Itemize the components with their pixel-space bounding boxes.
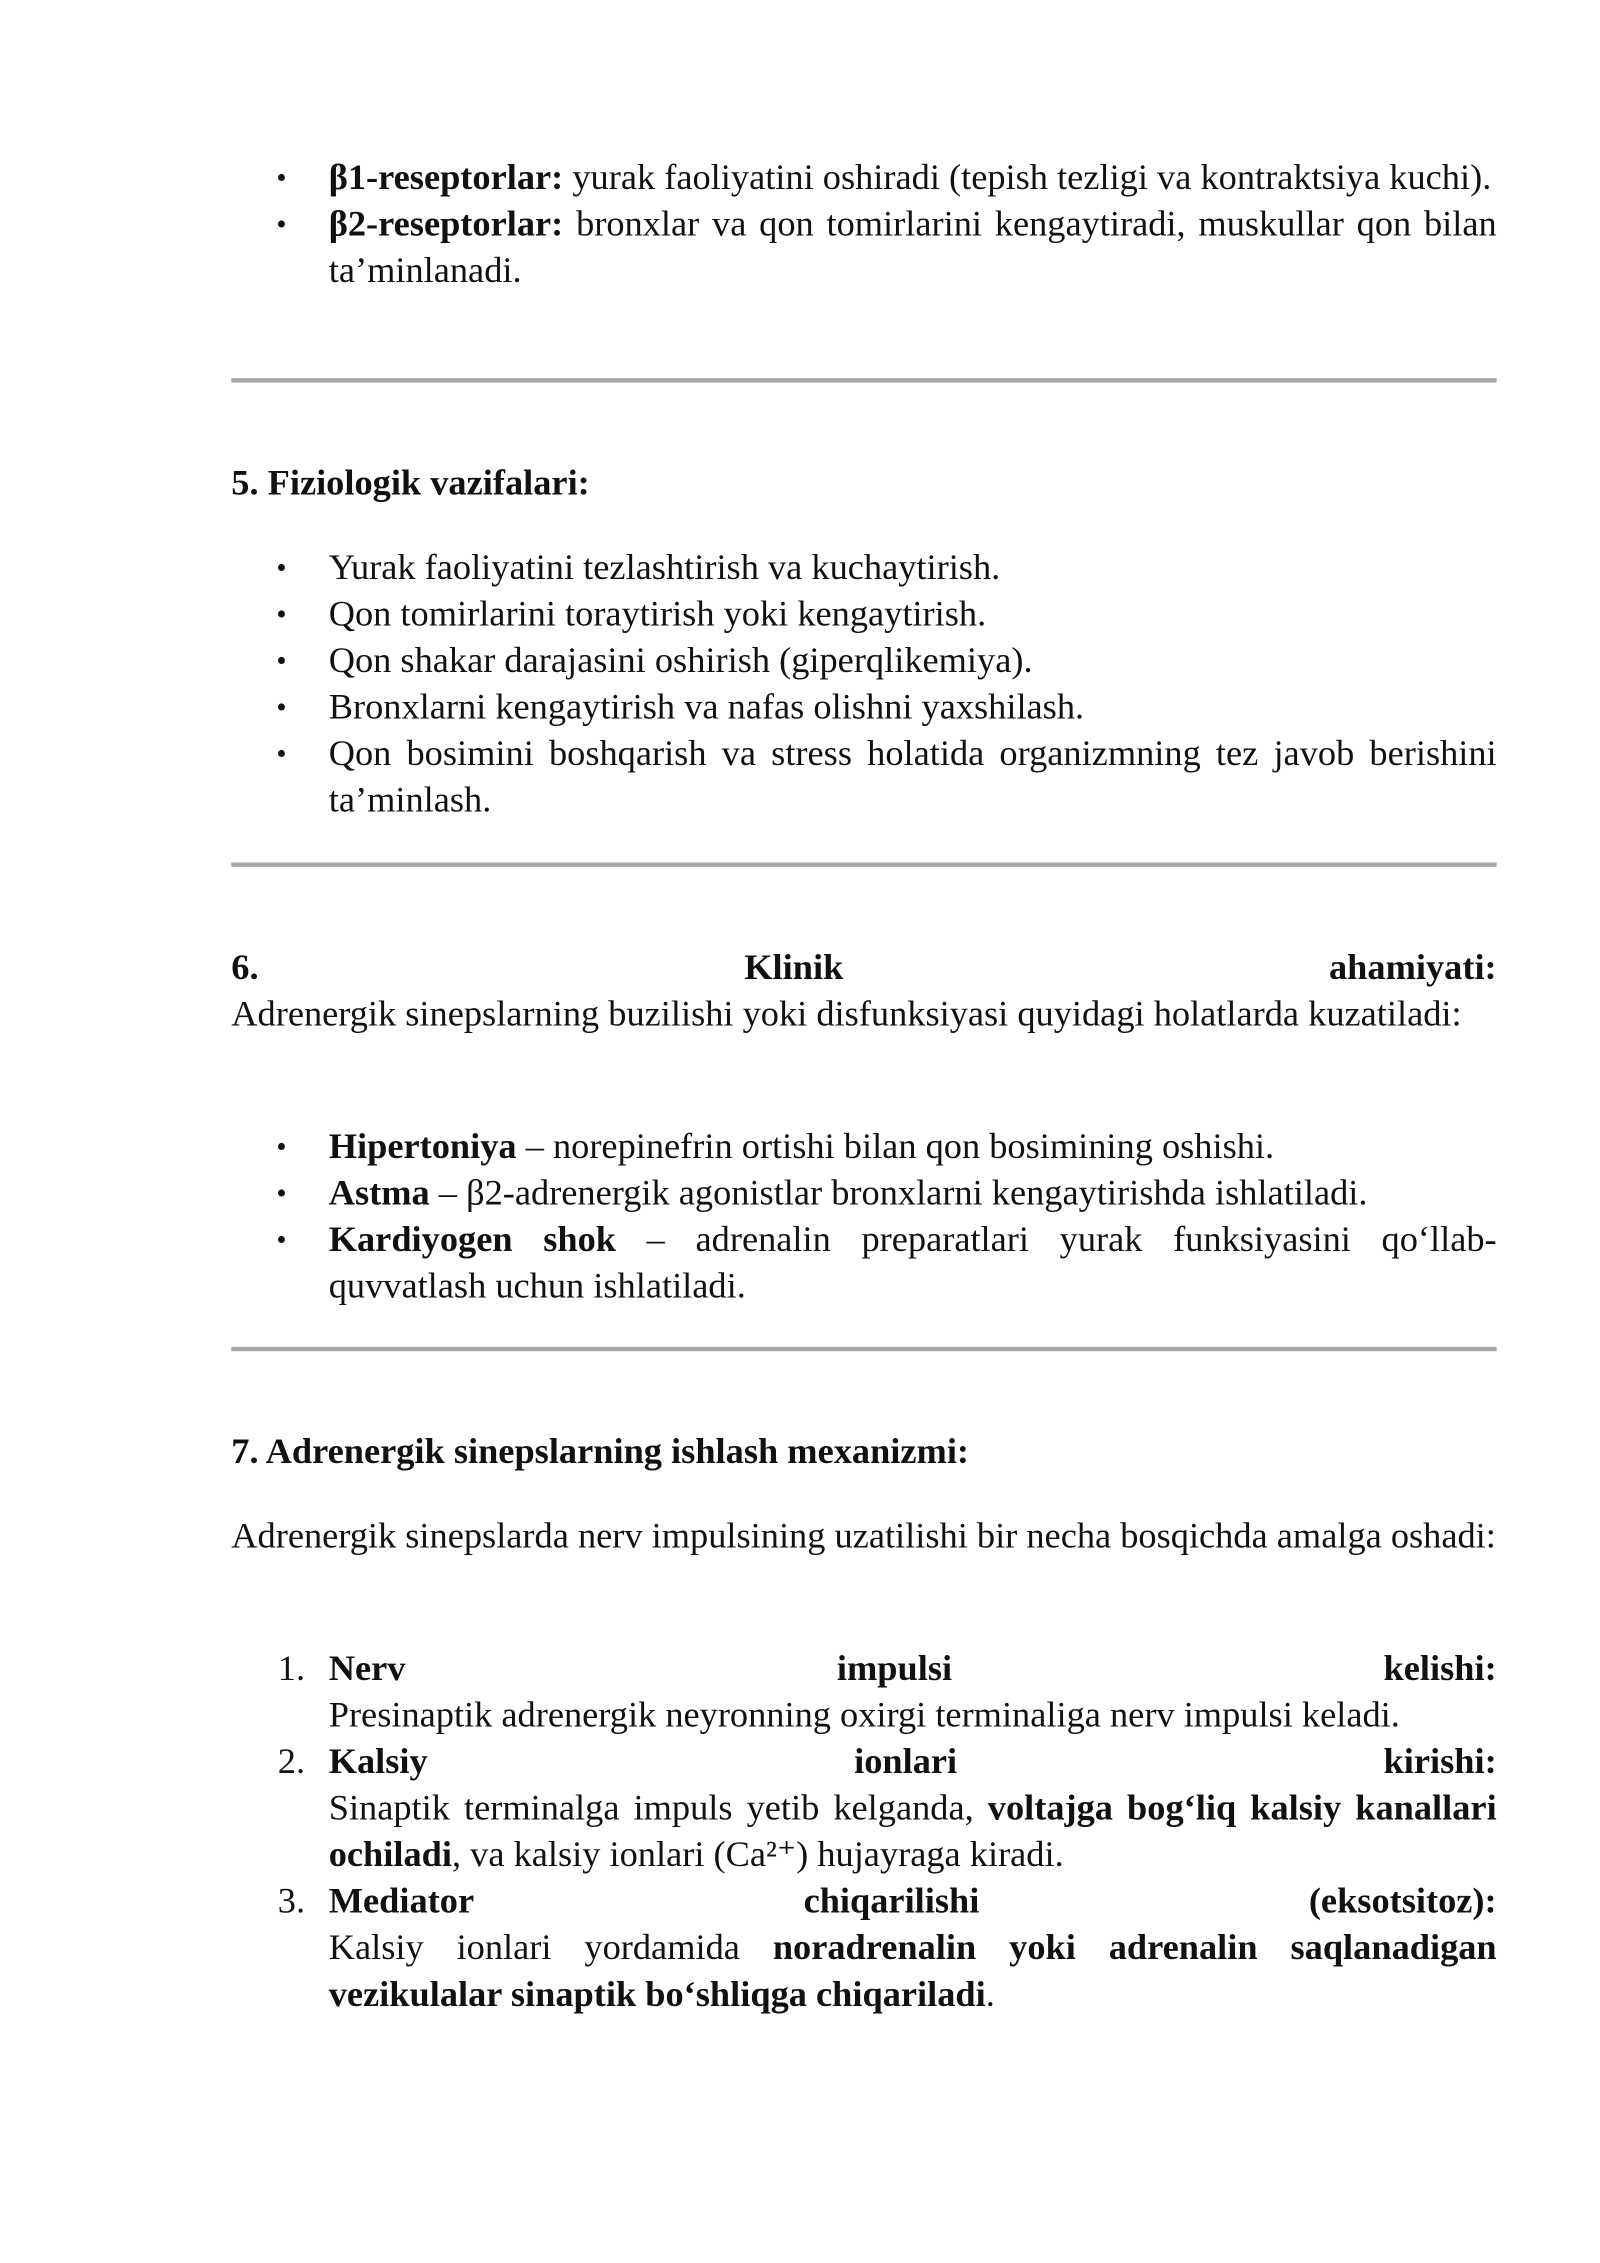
step-text: Kalsiy ionlari yordamida — [328, 1928, 773, 1968]
step-title-word: kelishi: — [1383, 1649, 1497, 1689]
physiology-list — [231, 545, 1496, 824]
step-title — [329, 1646, 1497, 1693]
step-description — [329, 1786, 1497, 1879]
step-item — [231, 1646, 1496, 1739]
step-number: 2. — [277, 1742, 306, 1782]
step-text-bold: voltajga bog‘liq kalsiy kanallari ochiladi — [328, 1789, 1497, 1875]
list-item — [231, 685, 1496, 732]
list-item-text: Qon tomirlarini toraytirish yoki kengaytirish. — [328, 594, 987, 635]
bullet-icon: • — [276, 1178, 287, 1211]
horizontal-divider — [231, 863, 1496, 867]
step-text: Sinaptik terminalga impuls yetib kelganda, — [328, 1789, 988, 1829]
list-item — [231, 1171, 1496, 1218]
receptor-term: β1-reseptorlar: — [328, 158, 564, 198]
condition-term: Astma — [328, 1173, 430, 1214]
bullet-icon: • — [276, 552, 287, 585]
bullet-icon: • — [276, 1131, 287, 1164]
step-title-word: (eksotsitoz): — [1308, 1882, 1497, 1922]
horizontal-divider — [231, 1347, 1496, 1351]
step-title-word: Mediator — [328, 1882, 475, 1922]
step-title-word: Nerv — [328, 1649, 406, 1689]
horizontal-divider — [231, 378, 1496, 382]
condition-term: Kardiyogen shok — [328, 1220, 617, 1260]
condition-term: Hipertoniya — [328, 1127, 517, 1167]
bullet-icon: • — [276, 599, 287, 632]
section-number: 6. — [231, 948, 259, 988]
list-item-text: Yurak faoliyatini tezlashtirish va kuchaytirish. — [328, 548, 1001, 588]
step-title-word: chiqarilishi — [803, 1882, 980, 1922]
list-item-text: Qon shakar darajasini oshirish (giperqlikemiya). — [328, 641, 1033, 681]
step-title-word: impulsi — [836, 1649, 953, 1689]
step-text-bold: noradrenalin yoki adrenalin saqlanadigan vezikulalar sinaptik bo‘shliqga chiqariladi — [328, 1928, 1497, 2015]
bullet-icon: • — [276, 1224, 287, 1257]
step-item — [231, 1740, 1496, 1880]
list-item-text: Bronxlarni kengaytirish va nafas olishni yaxshilash. — [328, 687, 1085, 728]
bullet-icon: • — [276, 692, 287, 725]
step-title-word: ionlari — [854, 1742, 958, 1782]
receptor-term: β2-reseptorlar: — [328, 205, 564, 245]
receptor-description: yurak faoliyatini oshiradi (tepish tezligi va kontraktsiya kuchi). — [563, 158, 1492, 198]
step-number: 1. — [277, 1649, 306, 1689]
step-number: 3. — [277, 1882, 306, 1922]
bullet-icon: • — [276, 209, 287, 242]
list-item — [231, 1217, 1496, 1310]
list-item — [231, 592, 1496, 639]
step-title-word: kirishi: — [1383, 1742, 1497, 1782]
list-item — [231, 1124, 1496, 1171]
section-intro: Adrenergik sinepslarning buzilishi yoki disfunksiyasi quyidagi holatlarda kuzatiladi: — [231, 994, 1462, 1035]
list-item — [231, 156, 1496, 203]
list-item — [231, 545, 1496, 592]
step-text: Presinaptik adrenergik neyronning oxirgi terminaliga nerv impulsi keladi. — [328, 1695, 1400, 1736]
bullet-icon: • — [276, 738, 287, 771]
receptor-description: bronxlar va qon tomirlarini kengaytiradi, muskullar qon bilan ta’minlanadi. — [328, 205, 1497, 291]
list-item-text: Qon bosimini boshqarish va stress holatida organizmning tez javob berishini ta’minlash. — [328, 734, 1497, 821]
list-item — [231, 639, 1496, 686]
section-intro: Adrenergik sinepslarda nerv impulsining uzatilishi bir necha bosqichda amalga oshadi: — [231, 1517, 1496, 1557]
clinical-list — [231, 1124, 1496, 1310]
condition-description: – β2-adrenergik agonistlar bronxlarni kengaytirishda ishlatiladi. — [429, 1173, 1368, 1214]
section-heading-6 — [231, 945, 1496, 992]
step-title — [329, 1740, 1497, 1787]
step-title — [329, 1879, 1497, 1926]
step-description — [329, 1693, 1497, 1740]
condition-description: – norepinefrin ortishi bilan qon bosimining oshishi. — [516, 1127, 1275, 1167]
section-heading-word: ahamiyati: — [1329, 948, 1497, 988]
list-item — [231, 202, 1496, 295]
condition-description: – adrenalin preparatlari yurak funksiyasini qo‘llab-quvvatlash uchun ishlatiladi. — [328, 1220, 1497, 1307]
step-text: , va kalsiy ionlari (Ca²⁺) hujayraga kiradi. — [451, 1835, 1064, 1875]
step-text: . — [985, 1975, 995, 2015]
receptor-list — [231, 156, 1496, 296]
section-heading-word: Klinik — [744, 948, 844, 988]
section-heading-5: 5. Fiziologik vazifalari: — [231, 463, 590, 504]
bullet-icon: • — [276, 162, 287, 195]
mechanism-steps — [231, 1646, 1496, 2018]
step-item — [231, 1879, 1496, 2019]
section-heading-7: 7. Adrenergik sinepslarning ishlash mexanizmi: — [231, 1432, 970, 1472]
step-title-word: Kalsiy — [328, 1742, 428, 1782]
step-description — [329, 1926, 1497, 2019]
list-item — [231, 732, 1496, 825]
bullet-icon: • — [276, 645, 287, 678]
